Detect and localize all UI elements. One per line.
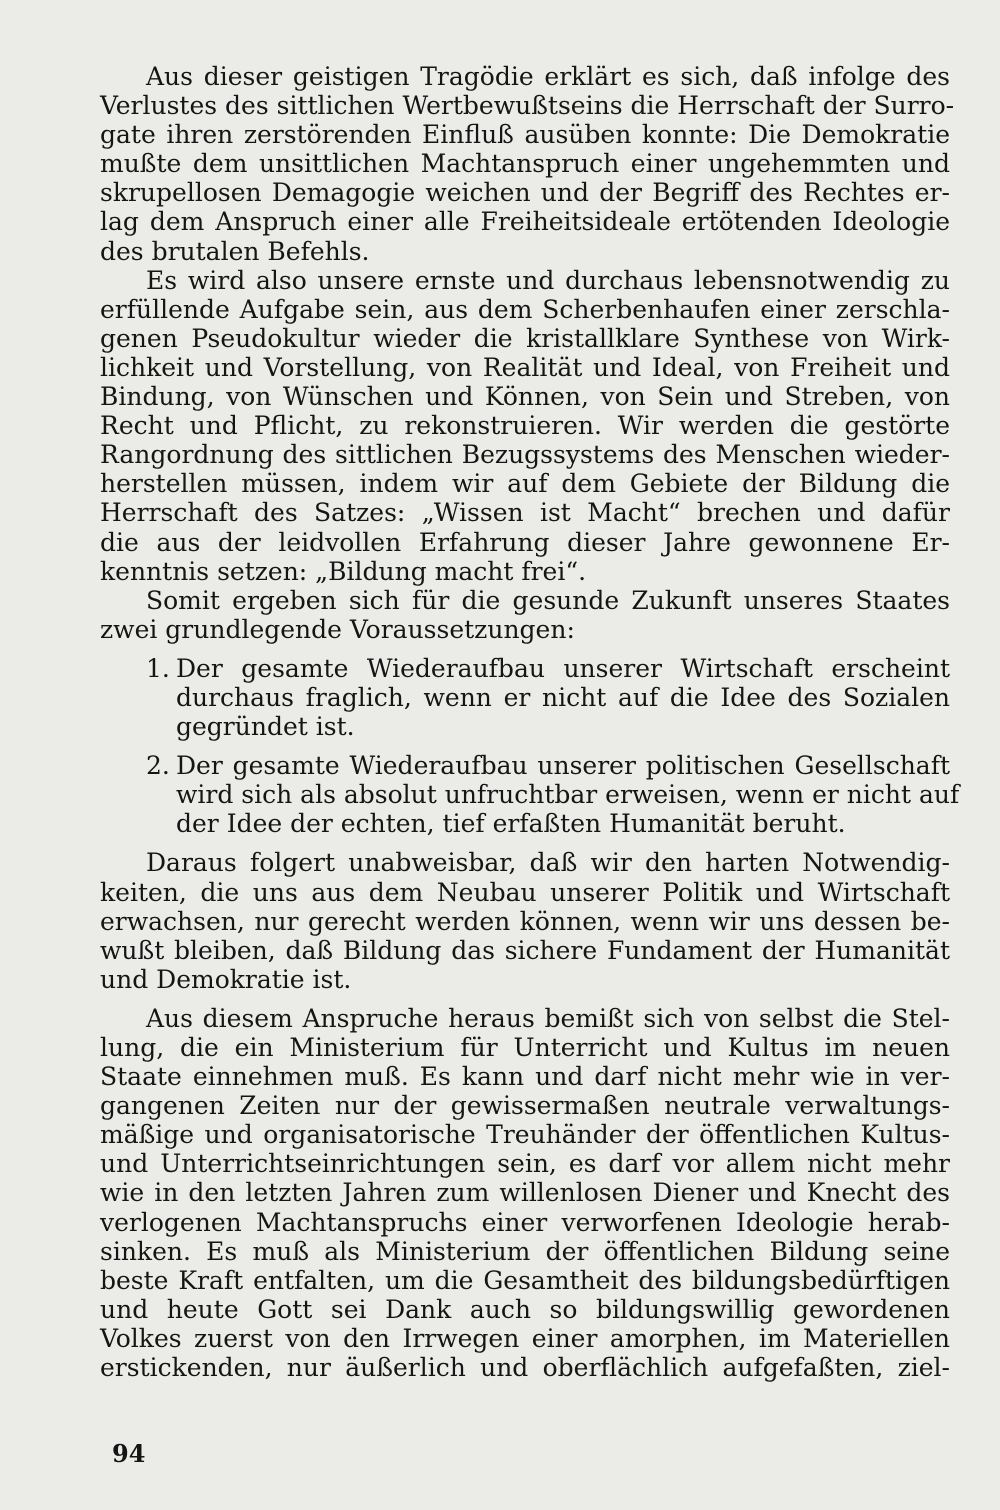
text-line: genen Pseudokultur wieder die kristallklare Synthese von Wirk- [100, 323, 950, 353]
page-number: 94 [112, 1439, 146, 1468]
list-item-line: gegründet ist. [176, 712, 355, 742]
body-text [100, 62, 960, 1383]
text-line: Staate einnehmen muß. Es kann und darf nicht mehr wie in ver- [100, 1062, 950, 1092]
text-line: keiten, die uns aus dem Neubau unserer Politik und Wirtschaft [100, 877, 950, 907]
text-line: des brutalen Befehls. [100, 236, 370, 266]
text-line: mäßige und organisatorische Treuhänder der öffentlichen Kultus- [100, 1120, 950, 1150]
text-line: beste Kraft entfalten, um die Gesamtheit des bildungsbedürftigen [100, 1265, 950, 1295]
list-item-line: 1. Der gesamte Wiederaufbau unserer Wirtschaft erscheint [146, 653, 950, 683]
text-line: verlogenen Machtanspruchs einer verworfenen Ideologie herab- [100, 1207, 950, 1237]
list-item-line: durchaus fraglich, wenn er nicht auf die Idee des Sozialen [176, 682, 950, 712]
text-line: und Demokratie ist. [100, 964, 352, 994]
text-line: erstickenden, nur äußerlich und oberflächlich aufgefaßten, ziel- [100, 1353, 950, 1383]
text-line: mußte dem unsittlichen Machtanspruch einer ungehemmten und [100, 149, 950, 179]
text-line: Aus diesem Anspruche heraus bemißt sich von selbst die Stel- [146, 1003, 950, 1033]
text-line: lag dem Anspruch einer alle Freiheitsideale ertötenden Ideologie [100, 207, 950, 237]
text-line: erfüllende Aufgabe sein, aus dem Scherbenhaufen einer zerschla- [100, 294, 950, 324]
text-line: skrupellosen Demagogie weichen und der Begriff des Rechtes er- [100, 178, 950, 208]
list-number: 1. [146, 653, 170, 683]
text-line: wußt bleiben, daß Bildung das sichere Fundament der Humanität [100, 935, 950, 965]
list-item-line: 2. Der gesamte Wiederaufbau unserer politischen Gesellschaft [146, 751, 950, 781]
text-line: Somit ergeben sich für die gesunde Zukunft unseres Staates [146, 585, 950, 615]
text-line: Rangordnung des sittlichen Bezugssystems des Menschen wieder- [100, 440, 950, 470]
list-item-line: der Idee der echten, tief erfaßten Humanität beruht. [176, 809, 846, 839]
text-line: Bindung, von Wünschen und Können, von Sein und Streben, von [100, 382, 950, 412]
text-line: die aus der leidvollen Erfahrung dieser Jahre gewonnene Er- [100, 527, 950, 557]
text-line: Daraus folgert unabweisbar, daß wir den harten Notwendig- [146, 848, 950, 878]
text-line: Verlustes des sittlichen Wertbewußtseins die Herrschaft der Surro- [100, 91, 955, 121]
text-line: gangenen Zeiten nur der gewissermaßen neutrale verwaltungs- [100, 1091, 950, 1121]
text-line: herstellen müssen, indem wir auf dem Gebiete der Bildung die [100, 469, 950, 499]
text-line: Herrschaft des Satzes: „Wissen ist Macht“ brechen und dafür [100, 498, 950, 528]
text-line: Recht und Pflicht, zu rekonstruieren. Wir werden die gestörte [100, 411, 950, 441]
text-line: lung, die ein Ministerium für Unterricht und Kultus im neuen [100, 1033, 950, 1062]
text-line: zwei grundlegende Voraussetzungen: [100, 614, 575, 644]
list-number: 2. [146, 751, 170, 781]
text-line: wie in den letzten Jahren zum willenlosen Diener und Knecht des [100, 1178, 950, 1208]
text-line: erwachsen, nur gerecht werden können, wenn wir uns dessen be- [100, 906, 950, 936]
text-line: sinken. Es muß als Ministerium der öffentlichen Bildung seine [100, 1236, 950, 1266]
text-line: gate ihren zerstörenden Einfluß ausüben konnte: Die Demokratie [100, 120, 950, 150]
text-line: kenntnis setzen: „Bildung macht frei“. [100, 556, 587, 586]
text-line: Es wird also unsere ernste und durchaus lebensnotwendig zu [146, 265, 950, 295]
text-line: und Unterrichtseinrichtungen sein, es darf vor allem nicht mehr [100, 1149, 950, 1179]
text-line: lichkeit und Vorstellung, von Realität und Ideal, von Freiheit und [100, 352, 950, 382]
text-line: und heute Gott sei Dank auch so bildungswillig gewordenen [100, 1294, 950, 1324]
text-line: Volkes zuerst von den Irrwegen einer amorphen, im Materiellen [100, 1323, 950, 1353]
text-line: Aus dieser geistigen Tragödie erklärt es sich, daß infolge des [146, 62, 950, 91]
list-item-line: wird sich als absolut unfruchtbar erweisen, wenn er nicht auf [176, 780, 960, 810]
